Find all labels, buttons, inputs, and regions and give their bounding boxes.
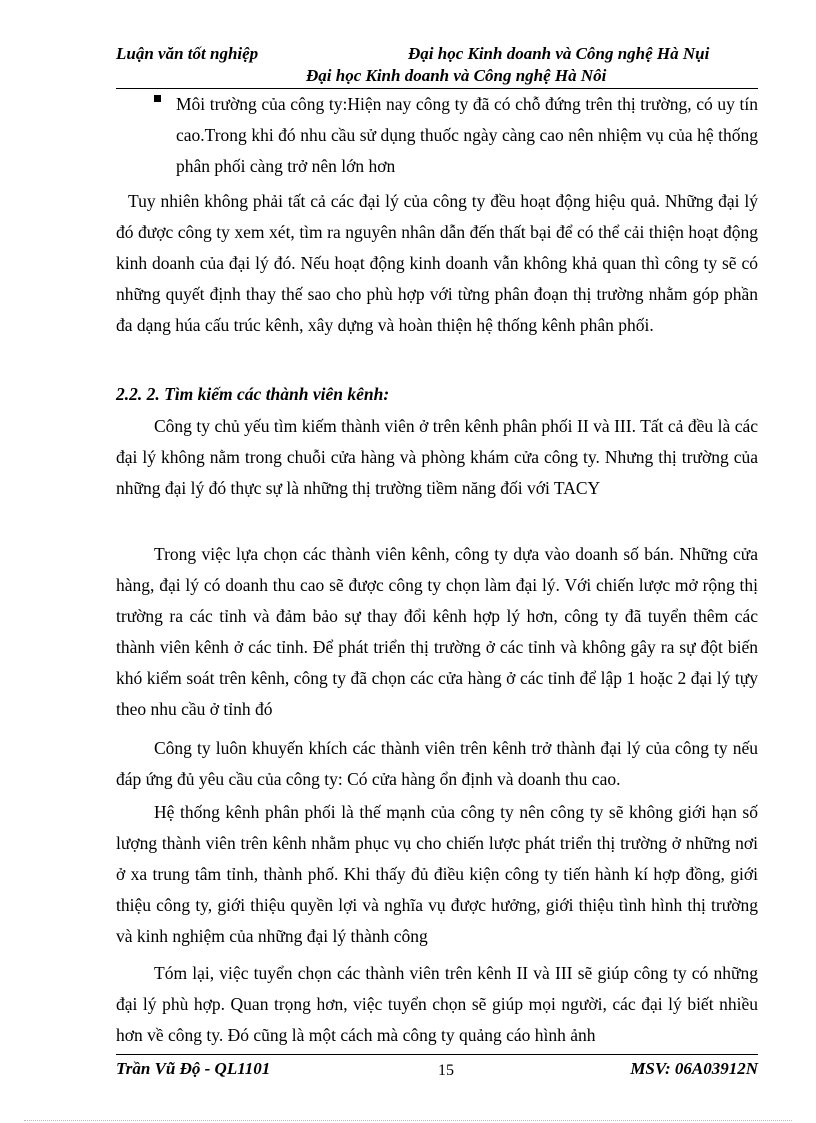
page-edge — [24, 1120, 792, 1121]
header-left: Luận văn tốt nghiệp — [116, 44, 259, 63]
header-center: Đại học Kinh doanh và Công nghệ Hà Nôi — [306, 66, 607, 85]
paragraph-3: Trong việc lựa chọn các thành viên kênh, công ty dựa vào doanh số bán. Những cửa hàng, đại lý có doanh thu cao sẽ được công ty chọn làm đại lý. Với chiến lược mở rộng thị trường ra các tỉnh và đảm bảo sự thay đổi kênh hợp lý hơn, công ty đã tuyển thêm các thành viên kênh ở các tỉnh. Để phát triển thị trường ở các tỉnh và không gây ra sự đột biến khó kiểm soát trên kênh, công ty đã chọn các cửa hàng ở các tỉnh để lập 1 hoặc 2 đại lý tựy theo nhu cầu ở tỉnh đó — [116, 544, 758, 719]
header-right: Đại học Kinh doanh và Công nghệ Hà Nụi — [408, 44, 710, 63]
footer-student-id: MSV: 06A03912N — [630, 1059, 758, 1078]
paragraph-6: Tóm lại, việc tuyển chọn các thành viên trên kênh II và III sẽ giúp công ty có những đại lý phù hợp. Quan trọng hơn, việc tuyển chọn sẽ giúp mọi người, các đại lý biết nhiều hơn về công ty. Đó cũng là một cách mà công ty quảng cáo hình ảnh — [116, 963, 758, 1045]
paragraph-5: Hệ thống kênh phân phối là thế mạnh của công ty nên công ty sẽ không giới hạn số lượng thành viên trên kênh nhằm phục vụ cho chiến lược phát triển thị trường ở những nơi ở xa trung tâm tỉnh, thành phố. Khi thấy đủ điều kiện công ty tiến hành kí hợp đồng, giới thiệu công ty, giới thiệu quyền lợi và nghĩa vụ được hưởng, giới thiệu tình hình thị trường và kinh nghiệm của những đại lý thành công — [116, 802, 758, 946]
paragraph-4: Công ty luôn khuyến khích các thành viên trên kênh trở thành đại lý của công ty nếu đáp ứng đủ yêu cầu của công ty: Có cửa hàng ổn định và doanh thu cao. — [116, 738, 758, 789]
bullet-marker — [154, 95, 161, 102]
paragraph-1: Tuy nhiên không phải tất cả các đại lý của công ty đều hoạt động hiệu quả. Những đại lý đó được công ty xem xét, tìm ra nguyên nhân dẫn đến thất bại để có thể cải thiện hoạt động kinh doanh của đại lý đó. Nếu hoạt động kinh doanh vẫn không khả quan thì công ty sẽ có những quyết định thay thế sao cho phù hợp với từng phân đoạn thị trường nhằm góp phần đa dạng húa cấu trúc kênh, xây dựng và hoàn thiện hệ thống kênh phân phối. — [116, 191, 758, 335]
bullet-text: Môi trường của công ty:Hiện nay công ty đã có chỗ đứng trên thị trường, có uy tín cao.Trong khi đó nhu cầu sử dụng thuốc ngày càng cao nên nhiệm vụ của hệ thống phân phối càng trở nên lớn hơn — [176, 94, 758, 176]
footer-author: Trần Vũ Độ - QL1101 — [116, 1059, 271, 1078]
paragraph-2: Công ty chủ yếu tìm kiếm thành viên ở trên kênh phân phối II và III. Tất cả đều là các đại lý không nằm trong chuỗi cửa hàng và phòng khám cửa công ty. Nhưng thị trường của những đại lý đó thực sự là những thị trường tiềm năng đối với TACY — [116, 416, 758, 498]
footer-rule — [116, 1054, 758, 1055]
page-number: 15 — [438, 1062, 454, 1079]
section-title: 2.2. 2. Tìm kiếm các thành viên kênh: — [116, 384, 390, 404]
